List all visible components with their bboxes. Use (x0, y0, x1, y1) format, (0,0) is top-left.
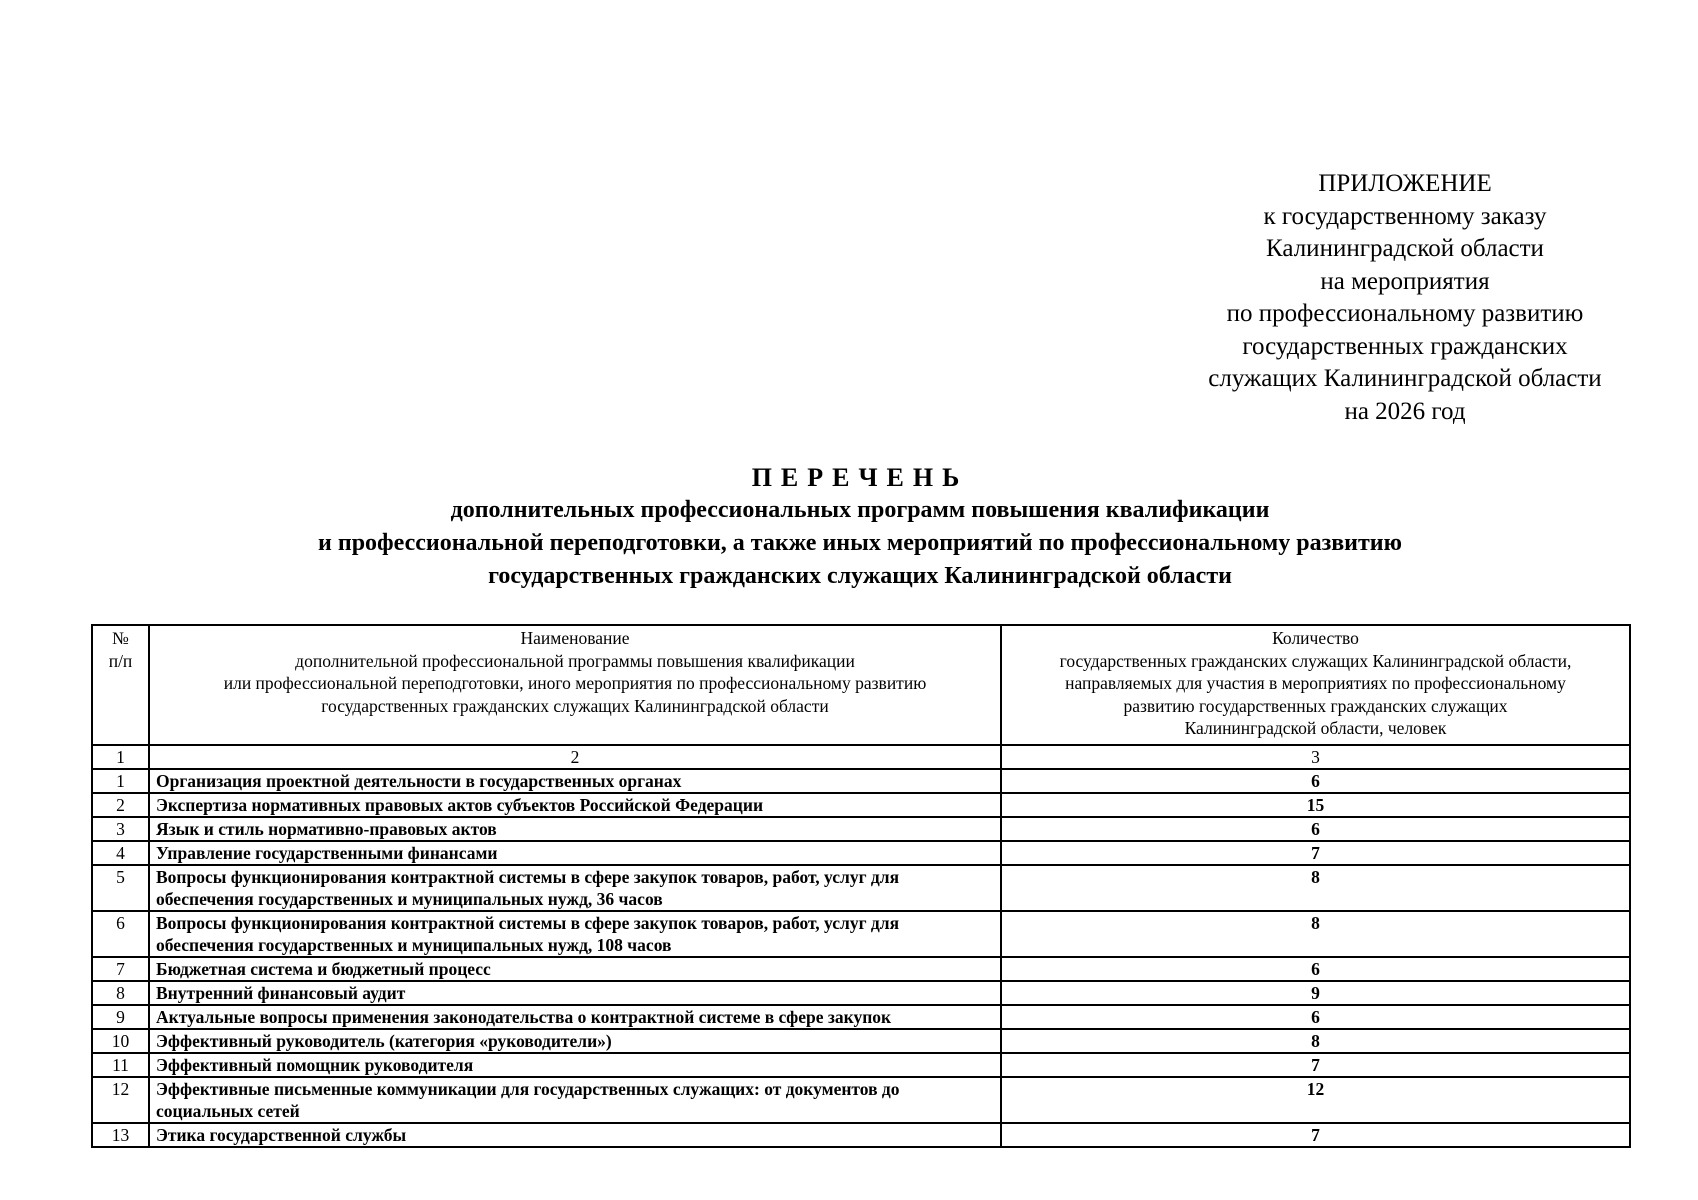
row-number: 12 (92, 1077, 149, 1123)
program-name: Экспертиза нормативных правовых актов субъектов Российской Федерации (149, 793, 1001, 817)
appendix-line: на 2026 год (1344, 397, 1466, 425)
program-name: Язык и стиль нормативно-правовых актов (149, 817, 1001, 841)
table-row (92, 769, 1630, 793)
column-number: 2 (149, 745, 1001, 769)
row-number: 11 (92, 1053, 149, 1077)
row-number: 8 (92, 981, 149, 1005)
program-name: Эффективный помощник руководителя (149, 1053, 1001, 1077)
appendix-line: на мероприятия (1320, 267, 1490, 295)
program-name: Бюджетная система и бюджетный процесс (149, 957, 1001, 981)
heading-word: ПЕРЕЧЕНЬ (751, 463, 969, 492)
row-number: 9 (92, 1005, 149, 1029)
heading-line: и профессиональной переподготовки, а также иных мероприятий по профессиональному развитию (318, 530, 1402, 556)
program-name: Эффективный руководитель (категория «руководители») (149, 1029, 1001, 1053)
program-name: Эффективные письменные коммуникации для государственных служащих: от документов до социальных сетей (149, 1077, 1001, 1123)
table-row (92, 817, 1630, 841)
program-name: Организация проектной деятельности в государственных органах (149, 769, 1001, 793)
header-num: № п/п (92, 625, 149, 745)
appendix-block (1160, 168, 1650, 428)
table-row (92, 957, 1630, 981)
row-number: 2 (92, 793, 149, 817)
table-row (92, 793, 1630, 817)
row-number: 5 (92, 865, 149, 911)
column-number: 3 (1001, 745, 1630, 769)
row-number: 7 (92, 957, 149, 981)
participant-count: 9 (1001, 981, 1630, 1005)
table-header-row (92, 625, 1630, 745)
participant-count: 7 (1001, 1053, 1630, 1077)
table-row (92, 1005, 1630, 1029)
appendix-line: по профессиональному развитию (1226, 300, 1584, 327)
appendix-line: служащих Калининградской области (1208, 365, 1602, 392)
document-heading (150, 462, 1570, 593)
programs-table (91, 624, 1631, 1148)
table-row (92, 1123, 1630, 1147)
participant-count: 6 (1001, 769, 1630, 793)
participant-count: 6 (1001, 1005, 1630, 1029)
table-body (92, 745, 1630, 1147)
table-row (92, 911, 1630, 957)
participant-count: 8 (1001, 865, 1630, 911)
appendix-line: к государственному заказу (1263, 202, 1547, 230)
table-row (92, 1029, 1630, 1053)
row-number: 10 (92, 1029, 149, 1053)
appendix-line: государственных гражданских (1242, 332, 1568, 360)
program-name: Внутренний финансовый аудит (149, 981, 1001, 1005)
heading-line: государственных гражданских служащих Калининградской области (488, 563, 1232, 589)
participant-count: 15 (1001, 793, 1630, 817)
program-name: Этика государственной службы (149, 1123, 1001, 1147)
participant-count: 6 (1001, 957, 1630, 981)
header-qty: Количество государственных гражданских служащих Калининградской области, направляемых для участия в мероприятиях по профессиональному развитию государственных гражданских служащих Калининградской области, человек (1001, 625, 1630, 745)
table-row (92, 841, 1630, 865)
row-number: 6 (92, 911, 149, 957)
program-name: Актуальные вопросы применения законодательства о контрактной системе в сфере закупок (149, 1005, 1001, 1029)
row-number: 13 (92, 1123, 149, 1147)
table-row (92, 865, 1630, 911)
participant-count: 7 (1001, 1123, 1630, 1147)
column-numbers-row (92, 745, 1630, 769)
appendix-title: ПРИЛОЖЕНИЕ (1318, 170, 1492, 197)
table-row (92, 1053, 1630, 1077)
participant-count: 8 (1001, 911, 1630, 957)
table-row (92, 1077, 1630, 1123)
row-number: 3 (92, 817, 149, 841)
program-name: Управление государственными финансами (149, 841, 1001, 865)
participant-count: 7 (1001, 841, 1630, 865)
header-name: Наименование дополнительной профессиональной программы повышения квалификации или профессиональной переподготовки, иного мероприятия по профессиональному развитию государственных гражданских служащих Калининградской области (149, 625, 1001, 745)
participant-count: 8 (1001, 1029, 1630, 1053)
row-number: 4 (92, 841, 149, 865)
participant-count: 6 (1001, 817, 1630, 841)
appendix-line: Калининградской области (1266, 235, 1544, 262)
program-name: Вопросы функционирования контрактной системы в сфере закупок товаров, работ, услуг для обеспечения государственных и муниципальных нужд, 108 часов (149, 911, 1001, 957)
participant-count: 12 (1001, 1077, 1630, 1123)
program-name: Вопросы функционирования контрактной системы в сфере закупок товаров, работ, услуг для обеспечения государственных и муниципальных нужд, 36 часов (149, 865, 1001, 911)
table-row (92, 981, 1630, 1005)
column-number: 1 (92, 745, 149, 769)
heading-line: дополнительных профессиональных программ повышения квалификации (450, 497, 1270, 523)
row-number: 1 (92, 769, 149, 793)
